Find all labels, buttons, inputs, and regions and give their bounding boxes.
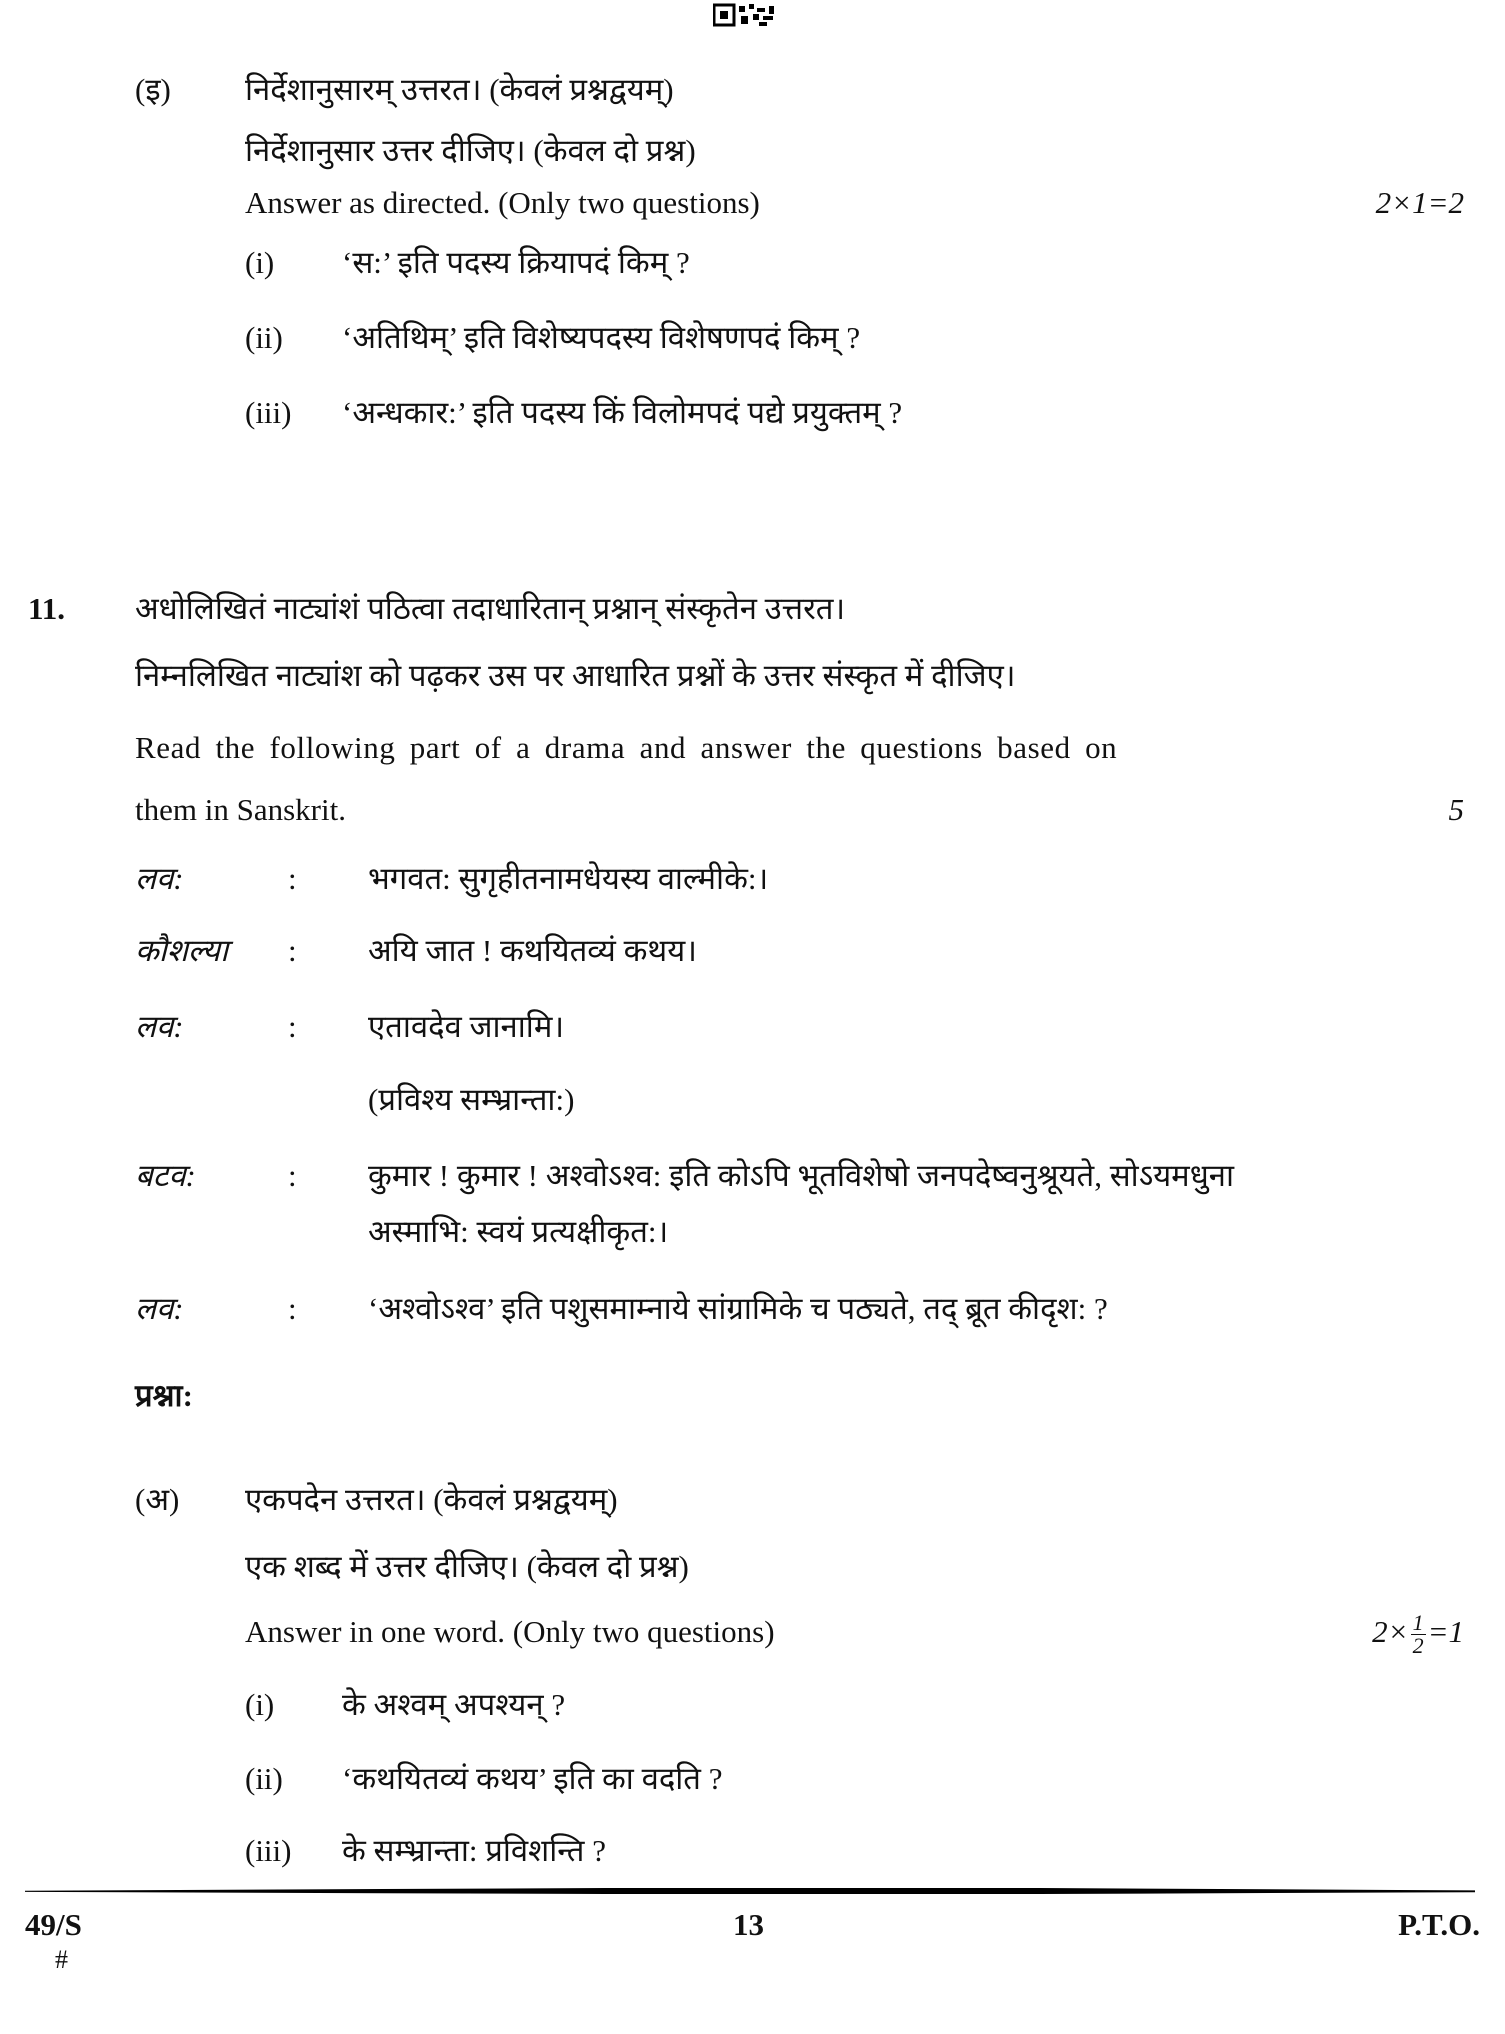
paper-code: 49/S (25, 1907, 82, 1942)
question-text: ‘अतिथिम्’ इति विशेष्यपदस्य विशेषणपदं किम् ? (342, 320, 861, 355)
question-text: ‘अन्धकार:’ इति पदस्य किं विलोमपदं पद्ये प्रयुक्तम् ? (342, 395, 903, 430)
question-text: ‘स:’ इति पदस्य क्रियापदं किम् ? (342, 245, 690, 280)
page-number: 13 (733, 1907, 764, 1942)
marks: 5 (1448, 792, 1464, 827)
question-text: के अश्वम् अपश्यन् ? (342, 1687, 566, 1722)
instruction-hindi: निम्नलिखित नाट्यांश को पढ़कर उस पर आधारित प्रश्नों के उत्तर संस्कृत में दीजिए। (135, 658, 1016, 693)
speaker: लव: (135, 1009, 184, 1044)
pto-label: P.T.O. (1398, 1907, 1480, 1942)
marks: 2×1=2 (1375, 185, 1464, 220)
marks-suffix: =1 (1427, 1614, 1464, 1649)
question-number: (ii) (245, 1761, 283, 1796)
instruction-hindi: एक शब्द में उत्तर दीजिए। (केवल दो प्रश्न) (245, 1549, 689, 1584)
dialogue-text: कुमार ! कुमार ! अश्वोऽश्व: इति कोऽपि भूतविशेषो जनपदेष्वनुश्रूयते, सोऽयमधुना (368, 1158, 1235, 1193)
question-number: (i) (245, 245, 275, 280)
instruction-english: Answer as directed. (Only two questions) (245, 185, 760, 220)
instruction-sanskrit: एकपदेन उत्तरत। (केवलं प्रश्नद्वयम्) (245, 1482, 618, 1517)
dialogue-text: एतावदेव जानामि। (368, 1009, 565, 1044)
question-number: (iii) (245, 1833, 292, 1868)
question-text: ‘कथयितव्यं कथय’ इति का वदति ? (342, 1761, 723, 1796)
colon: : (288, 1158, 297, 1193)
instruction-hindi: निर्देशानुसार उत्तर दीजिए। (केवल दो प्रश्न) (245, 133, 696, 168)
colon: : (288, 1291, 297, 1326)
fraction-numerator: 1 (1412, 1610, 1424, 1636)
speaker: लव: (135, 861, 184, 896)
question-number: (i) (245, 1687, 275, 1722)
dialogue-text-cont: अस्माभि: स्वयं प्रत्यक्षीकृत:। (368, 1214, 669, 1249)
question-text: के सम्भ्रान्ता: प्रविशन्ति ? (342, 1833, 606, 1868)
marks (1372, 1612, 1464, 1657)
colon: : (288, 861, 297, 896)
speaker: लव: (135, 1291, 184, 1326)
fraction-denominator: 2 (1412, 1633, 1424, 1659)
question-number: 11. (28, 591, 66, 626)
dialogue-text: भगवत: सुगृहीतनामधेयस्य वाल्मीके:। (368, 861, 769, 896)
question-number: (iii) (245, 395, 292, 430)
colon: : (288, 933, 297, 968)
instruction-english: Answer in one word. (Only two questions) (245, 1614, 775, 1649)
dialogue-text: अयि जात ! कथयितव्यं कथय। (368, 933, 697, 968)
questions-heading: प्रश्ना: (135, 1378, 193, 1413)
speaker: बटव: (135, 1158, 196, 1193)
footer-rule (25, 1888, 1475, 1894)
qr-code-icon (713, 2, 777, 28)
instruction-english-cont: them in Sanskrit. (135, 792, 346, 827)
hash-mark: # (55, 1945, 68, 1974)
instruction-sanskrit: निर्देशानुसारम् उत्तरत। (केवलं प्रश्नद्वयम्) (245, 72, 674, 107)
instruction-english: Read the following part of a drama and answer the questions based on (135, 730, 1118, 765)
marks-prefix: 2× (1372, 1614, 1409, 1649)
part-label: (इ) (135, 72, 171, 107)
speaker: कौशल्या (135, 933, 229, 968)
part-label: (अ) (135, 1482, 180, 1517)
stage-direction: (प्रविश्य सम्भ्रान्ता:) (368, 1082, 575, 1117)
colon: : (288, 1009, 297, 1044)
fraction (1411, 1612, 1426, 1657)
instruction-sanskrit: अधोलिखितं नाट्यांशं पठित्वा तदाधारितान् प्रश्नान् संस्कृतेन उत्तरत। (135, 591, 846, 626)
question-number: (ii) (245, 320, 283, 355)
dialogue-text: ‘अश्वोऽश्व’ इति पशुसमाम्नाये सांग्रामिके च पठ्यते, तद् ब्रूत कीदृश: ? (368, 1291, 1108, 1326)
